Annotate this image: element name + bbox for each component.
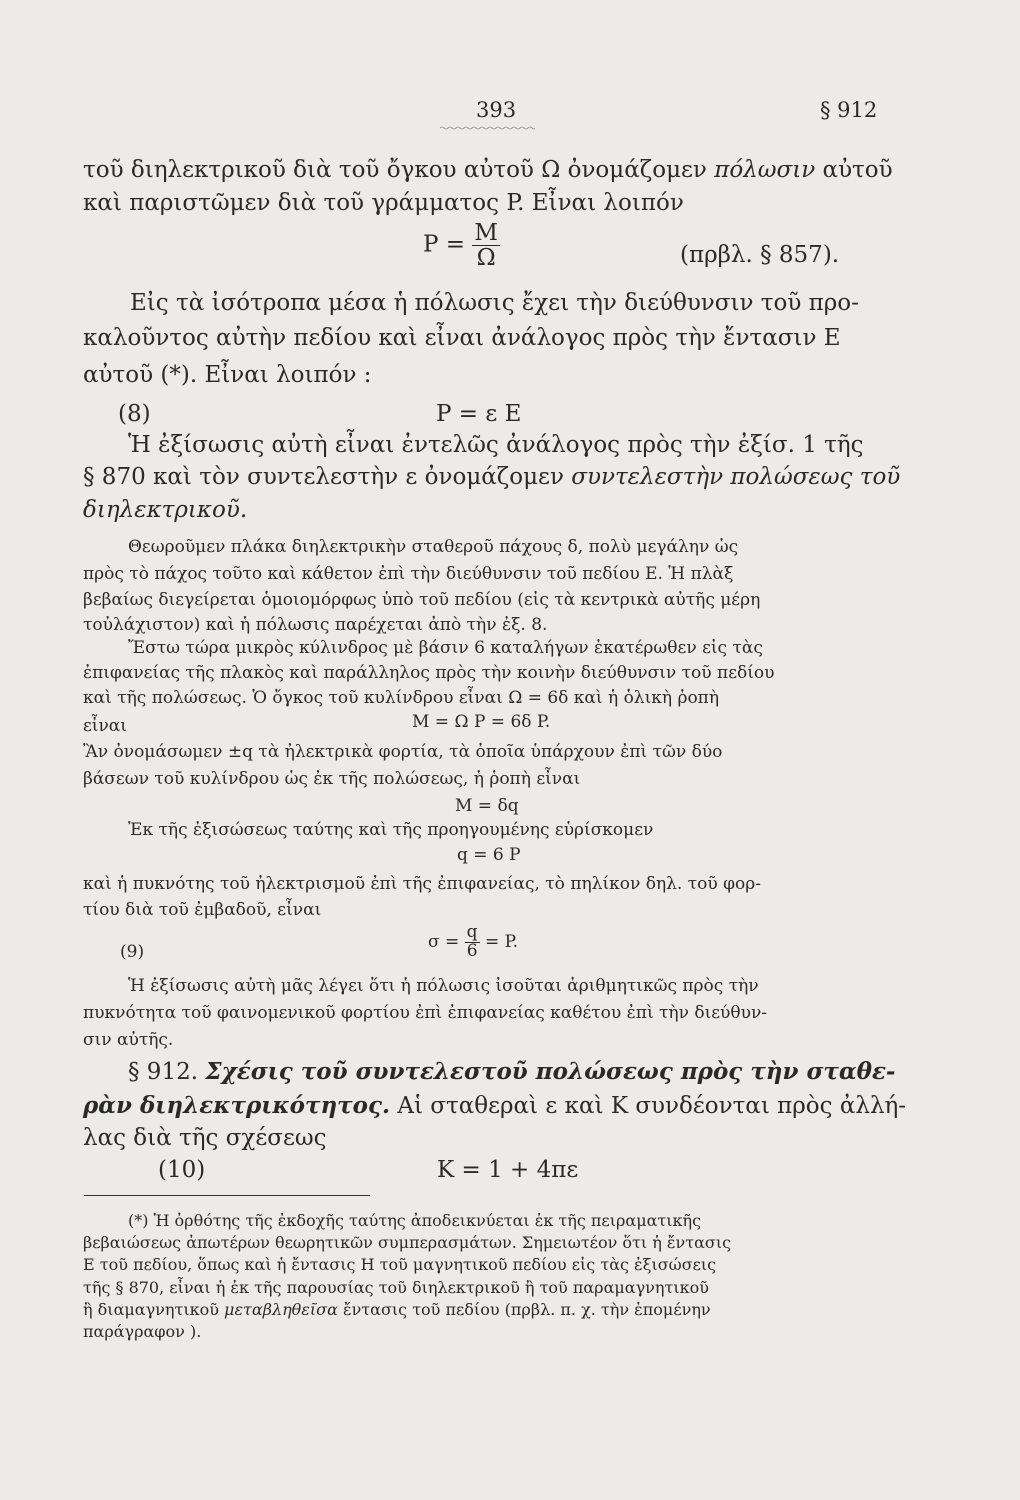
text-line: Ἐκ τῆς ἐξισώσεως ταύτης καὶ τῆς προηγουμένης εὑρίσκομεν (128, 820, 654, 840)
footnote-line: (*) Ἡ ὀρθότης τῆς ἐκδοχῆς ταύτης ἀποδεικνύεται ἐκ τῆς πειραματικῆς (128, 1211, 702, 1230)
fraction (465, 924, 480, 961)
header-underline-ornament (440, 126, 535, 130)
equation-label: (8) (118, 401, 151, 427)
footnote-line: παράγραφον ). (83, 1322, 202, 1341)
section-marker: § 912 (820, 98, 878, 122)
section-heading (128, 1058, 895, 1085)
text-line: Εἰς τὰ ἰσότροπα μέσα ἡ πόλωσις ἔχει τὴν διεύθυνσιν τοῦ προ- (130, 290, 859, 316)
equation-10: K = 1 + 4πε (437, 1157, 579, 1183)
equation-lhs: P = (423, 231, 466, 258)
section-title: Σχέσις τοῦ συντελεστοῦ πολώσεως πρὸς τὴν σταθε- (205, 1058, 896, 1085)
text-line: ἐπιφανείας τῆς πλακὸς καὶ παράλληλος πρὸς τὴν κοινὴν διεύθυνσιν τοῦ πεδίου (83, 663, 775, 683)
text-line: πρὸς τὸ πάχος τοῦτο καὶ κάθετον ἐπὶ τὴν διεύθυνσιν τοῦ πεδίου E. Ἡ πλὰξ (83, 564, 734, 584)
fraction-denominator: Ω (476, 245, 496, 272)
equation-rhs: = P. (484, 931, 519, 952)
text-line: Ἔστω τώρα μικρὸς κύλινδρος μὲ βάσιν 6 καταλήγων ἑκατέρωθεν εἰς τὰς (128, 638, 763, 658)
fraction-numerator: q (466, 922, 478, 942)
footnote-line (83, 1300, 711, 1319)
fraction (472, 221, 500, 270)
text-span: Αἱ σταθεραὶ ε καὶ K συνδέονται πρὸς ἀλλή- (397, 1093, 907, 1119)
equation-moment: M = Ω P = 6δ P. (412, 712, 551, 732)
text-line: τοὐλάχιστον) καὶ ἡ πόλωσις παρέχεται ἀπὸ τὴν ἐξ. 8. (83, 615, 548, 635)
text-span: ἢ διαμαγνητικοῦ (83, 1300, 219, 1319)
text-span: ἔντασις τοῦ πεδίου (πρβλ. π. χ. τὴν ἑπομένην (342, 1300, 711, 1319)
fraction-denominator: 6 (466, 940, 478, 961)
text-line: καλοῦντος αὐτὴν πεδίου καὶ εἶναι ἀνάλογος πρὸς τὴν ἔντασιν E (83, 325, 841, 351)
text-line: εἶναι (83, 716, 127, 736)
text-line: πυκνότητα τοῦ φαινομενικοῦ φορτίου ἐπὶ ἐπιφανείας καθέτου ἐπὶ τὴν διεύθυν- (83, 1003, 768, 1023)
text-span: αὐτοῦ (822, 157, 893, 183)
footnote-rule (84, 1195, 370, 1196)
text-line: Ἡ ἐξίσωσις αὐτὴ μᾶς λέγει ὅτι ἡ πόλωσις ἰσοῦται ἀριθμητικῶς πρὸς τὴν (128, 976, 759, 996)
text-line: Θεωροῦμεν πλάκα διηλεκτρικὴν σταθεροῦ πάχους δ, πολὺ μεγάλην ὡς (128, 537, 739, 557)
text-span: § 870 καὶ τὸν συντελεστὴν ε ὀνομάζομεν (83, 464, 564, 490)
text-line: τίου διὰ τοῦ ἐμβαδοῦ, εἶναι (83, 900, 322, 920)
text-line: διηλεκτρικοῦ. (83, 497, 248, 523)
text-line (83, 1092, 906, 1119)
text-line: αὐτοῦ (*). Εἶναι λοιπόν : (83, 362, 372, 388)
equation-label: (10) (158, 1157, 206, 1183)
text-line (83, 157, 893, 183)
text-line (83, 464, 900, 490)
text-line: Ἡ ἐξίσωσις αὐτὴ εἶναι ἐντελῶς ἀνάλογος πρὸς τὴν ἐξίσ. 1 τῆς (128, 432, 864, 458)
emphasis-term: συντελεστὴν πολώσεως τοῦ (571, 464, 901, 490)
footnote-line: E τοῦ πεδίου, ὅπως καὶ ἡ ἔντασις H τοῦ μαγνητικοῦ πεδίου εἰς τὰς ἐξισώσεις (83, 1255, 717, 1274)
fraction-numerator: M (474, 220, 498, 246)
text-line: σιν αὐτῆς. (83, 1030, 174, 1050)
emphasis-term: πόλωσιν (714, 157, 816, 183)
equation-polarization (423, 221, 500, 270)
footnote-line: τῆς § 870, εἶναι ἡ ἐκ τῆς παρουσίας τοῦ διηλεκτρικοῦ ἢ τοῦ παραμαγνητικοῦ (83, 1278, 709, 1297)
equation-reference: (πρβλ. § 857). (680, 242, 840, 268)
emphasis-term: μεταβληθεῖσα (224, 1300, 338, 1319)
equation-lhs: σ = (428, 931, 460, 952)
text-line: καὶ ἡ πυκνότης τοῦ ἠλεκτρισμοῦ ἐπὶ τῆς ἐπιφανείας, τὸ πηλίκον δηλ. τοῦ φορ- (83, 874, 761, 894)
equation-charge: q = 6 P (457, 845, 521, 865)
page-number: 393 (476, 98, 517, 122)
text-line: καὶ τῆς πολώσεως. Ὁ ὄγκος τοῦ κυλίνδρου εἶναι Ω = 6δ καὶ ἡ ὁλικὴ ῥοπὴ (83, 688, 720, 708)
equation-8: P = ε E (436, 401, 522, 427)
section-title: ρὰν διηλεκτρικότητος. (83, 1092, 391, 1119)
text-span: τοῦ διηλεκτρικοῦ διὰ τοῦ ὄγκου αὐτοῦ Ω ὀνομάζομεν (83, 157, 707, 183)
equation-label: (9) (120, 942, 145, 962)
equation-moment-charge: M = δq (455, 796, 519, 816)
text-line: βάσεων τοῦ κυλίνδρου ὡς ἐκ τῆς πολώσεως, ἡ ῥοπὴ εἶναι (83, 769, 581, 789)
footnote-line: βεβαιώσεως ἀπωτέρων θεωρητικῶν συμπερασμάτων. Σημειωτέον ὅτι ἡ ἔντασις (83, 1233, 732, 1252)
text-line: καὶ παριστῶμεν διὰ τοῦ γράμματος P. Εἶναι λοιπόν (83, 190, 684, 216)
text-line: βεβαίως διεγείρεται ὁμοιομόρφως ὑπὸ τοῦ πεδίου (εἰς τὰ κεντρικὰ αὐτῆς μέρη (83, 590, 761, 610)
text-line: Ἂν ὀνομάσωμεν ±q τὰ ἠλεκτρικὰ φορτία, τὰ ὁποῖα ὑπάρχουν ἐπὶ τῶν δύο (83, 742, 723, 762)
section-number: § 912. (128, 1059, 199, 1085)
equation-9 (428, 924, 518, 961)
text-line: λας διὰ τῆς σχέσεως (83, 1125, 327, 1151)
